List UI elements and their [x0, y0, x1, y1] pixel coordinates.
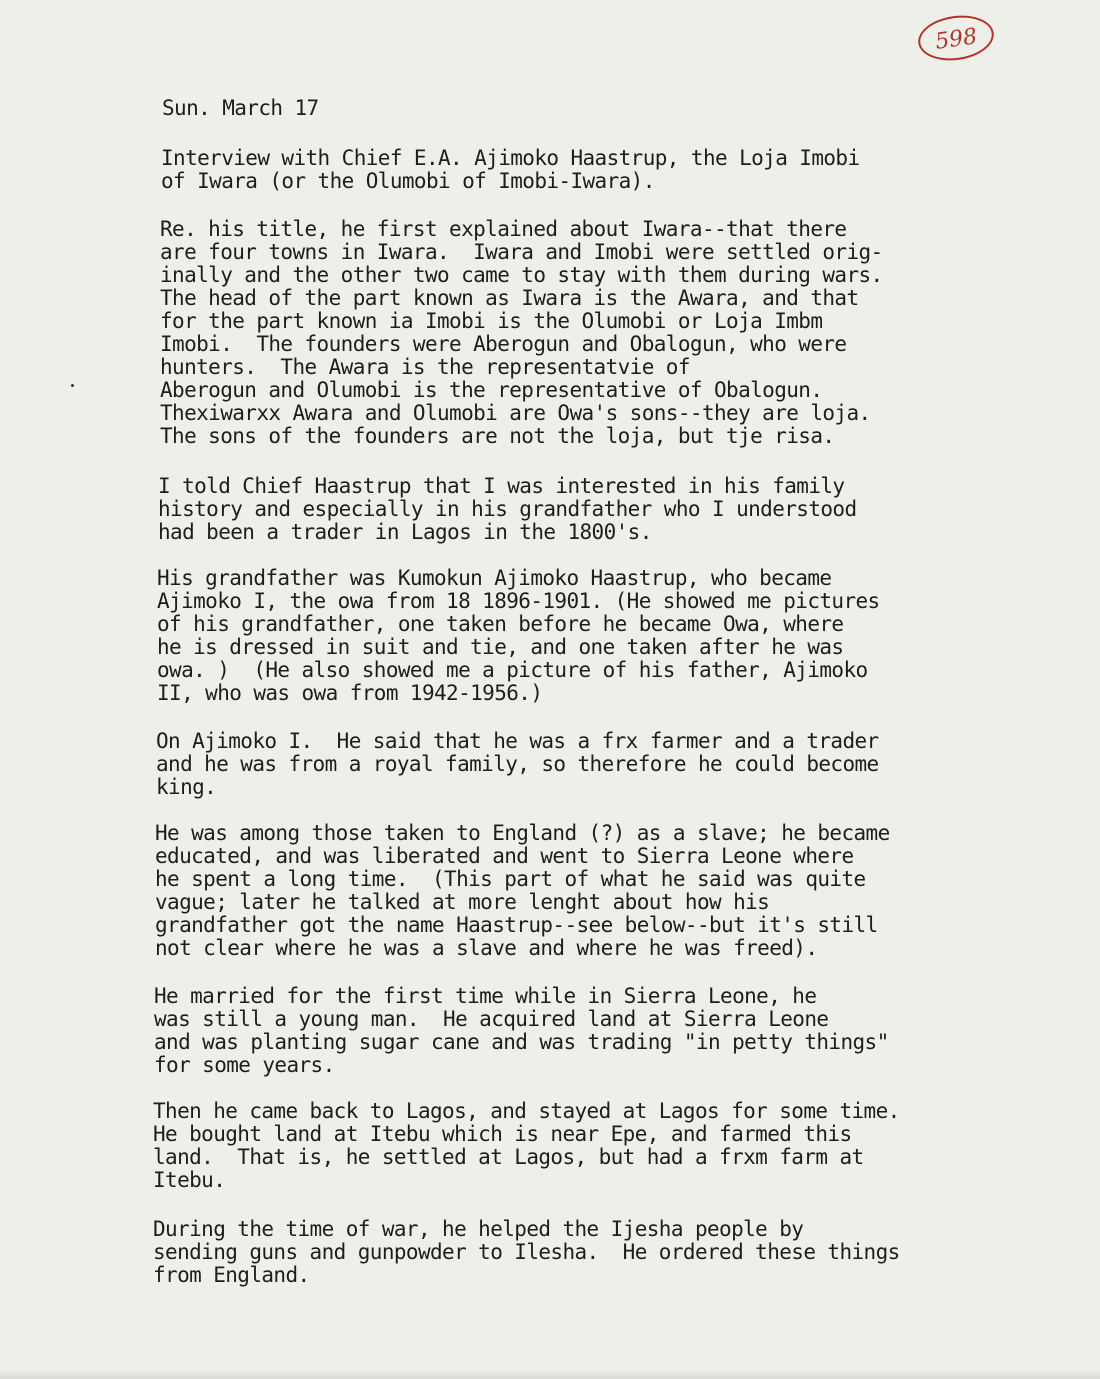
- paragraph-line: hunters. The Awara is the representatvie of: [160, 355, 690, 379]
- paragraph-line: are four towns in Iwara. Iwara and Imobi were settled orig-: [160, 240, 883, 264]
- paragraph-line: Then he came back to Lagos, and stayed at Lagos for some time.: [153, 1099, 900, 1123]
- paragraph-line: II, who was owa from 1942-1956.): [157, 681, 543, 705]
- paragraph-line: was still a young man. He acquired land at Sierra Leone: [154, 1007, 829, 1031]
- paragraph-line: He married for the first time while in Sierra Leone, he: [154, 984, 817, 1008]
- handwritten-page-number: 598: [915, 11, 996, 65]
- paragraph-line: for the part known ia Imobi is the Olumobi or Loja Imbm: [160, 309, 823, 333]
- paragraph-line: He bought land at Itebu which is near Epe, and farmed this: [153, 1122, 852, 1146]
- paragraph-slave: [155, 822, 1055, 960]
- paragraph-line: Thexiwarxx Awara and Olumobi are Owa's sons--they are loja.: [160, 401, 871, 425]
- paragraph-line: and was planting sugar cane and was trading "in petty things": [154, 1030, 889, 1054]
- paragraph-line: and he was from a royal family, so therefore he could become: [156, 752, 879, 776]
- paragraph-line: history and especially in his grandfather who I understood: [158, 497, 857, 521]
- paragraph-line: The head of the part known as Iwara is the Awara, and that: [160, 286, 859, 310]
- paragraph-married: [154, 985, 1054, 1077]
- paragraph-line: for some years.: [154, 1053, 335, 1077]
- paragraph-line: His grandfather was Kumokun Ajimoko Haastrup, who became: [157, 566, 832, 590]
- paragraph-line: On Ajimoko I. He said that he was a frx farmer and a trader: [156, 729, 879, 753]
- paragraph-grandfather: [157, 567, 1057, 705]
- paragraph-line: educated, and was liberated and went to Sierra Leone where: [155, 844, 854, 868]
- paragraph-interest: [158, 475, 1058, 544]
- paragraph-lagos: [153, 1100, 1053, 1192]
- paragraph-war: [153, 1218, 1053, 1287]
- paragraph-line: not clear where he was a slave and where he was freed).: [155, 936, 818, 960]
- paragraph-line: Itebu.: [153, 1168, 226, 1192]
- paragraph-line: owa. ) (He also showed me a picture of his father, Ajimoko: [157, 658, 868, 682]
- paragraph-line: I told Chief Haastrup that I was interested in his family: [158, 474, 845, 498]
- paragraph-line: inally and the other two came to stay with them during wars.: [160, 263, 883, 287]
- paragraph-ajimoko: [156, 730, 1056, 799]
- paragraph-line: He was among those taken to England (?) as a slave; he became: [155, 821, 890, 845]
- paragraph-line: The sons of the founders are not the loja, but tje risa.: [160, 424, 835, 448]
- paragraph-line: of Iwara (or the Olumobi of Imobi-Iwara).: [161, 169, 655, 193]
- paragraph-line: vague; later he talked at more lenght about how his: [155, 890, 770, 914]
- paragraph-line: king.: [156, 775, 217, 799]
- paragraph-line: of his grandfather, one taken before he became Owa, where: [157, 612, 844, 636]
- paragraph-line: Imobi. The founders were Aberogun and Obalogun, who were: [160, 332, 847, 356]
- page-bottom-edge: [0, 1369, 1100, 1379]
- paragraph-line: Re. his title, he first explained about Iwara--that there: [160, 217, 847, 241]
- paragraph-line: he is dressed in suit and tie, and one taken after he was: [157, 635, 844, 659]
- paragraph-line: from England.: [153, 1263, 310, 1287]
- paragraph-line: had been a trader in Lagos in the 1800's.: [158, 520, 652, 544]
- paragraph-line: sending guns and gunpowder to Ilesha. He ordered these things: [153, 1240, 900, 1264]
- date-line: [162, 97, 1062, 120]
- paragraph-line: During the time of war, he helped the Ijesha people by: [153, 1217, 804, 1241]
- paragraph-title: [160, 218, 1060, 448]
- paragraph-line: land. That is, he settled at Lagos, but had a frxm farm at: [153, 1145, 864, 1169]
- paragraph-line: Aberogun and Olumobi is the representative of Obalogun.: [160, 378, 823, 402]
- paragraph-intro: [161, 147, 1061, 193]
- paragraph-line: he spent a long time. (This part of what he said was quite: [155, 867, 866, 891]
- date-text: Sun. March 17: [162, 96, 319, 120]
- paragraph-line: Interview with Chief E.A. Ajimoko Haastrup, the Loja Imobi: [161, 146, 860, 170]
- paragraph-line: Ajimoko I, the owa from 18 1896-1901. (He showed me pictures: [157, 589, 880, 613]
- stray-ink-mark: [71, 384, 74, 387]
- paragraph-line: grandfather got the name Haastrup--see below--but it's still: [155, 913, 878, 937]
